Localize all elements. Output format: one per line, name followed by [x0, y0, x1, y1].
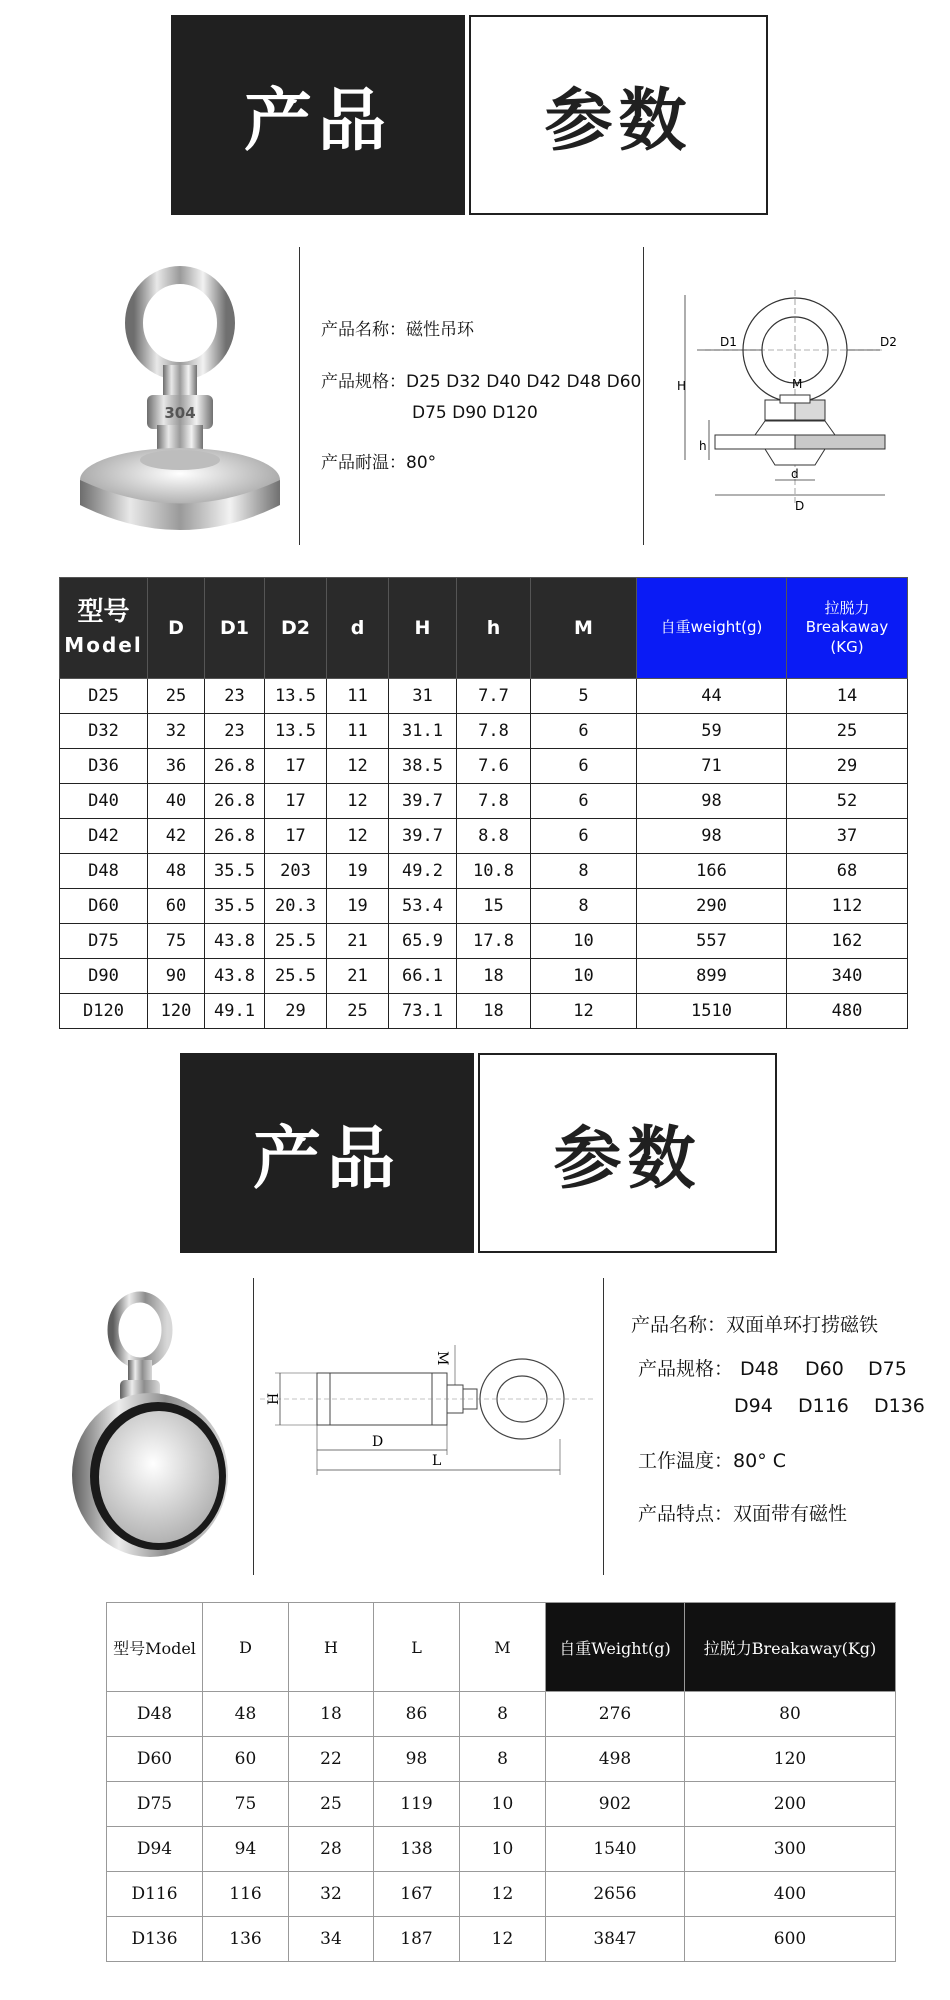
- table-row: [60, 924, 908, 959]
- product2-photo: [58, 1290, 228, 1560]
- cell: 86: [374, 1692, 460, 1737]
- cell: 18: [289, 1692, 374, 1737]
- cell: 600: [685, 1917, 896, 1962]
- cell: 59: [637, 714, 787, 749]
- cell: 5: [531, 679, 637, 714]
- table-row: [60, 959, 908, 994]
- cell: 200: [685, 1782, 896, 1827]
- table-row: [60, 679, 908, 714]
- dim-d1: D1: [720, 335, 737, 349]
- spec-item: D116: [798, 1395, 849, 1417]
- table-row: [60, 994, 908, 1029]
- divider-line: [253, 1278, 254, 1575]
- cell: 36: [148, 749, 205, 784]
- cell: 13.5: [265, 679, 327, 714]
- table-row: [107, 1917, 896, 1962]
- table2-body: [107, 1692, 896, 1962]
- th-h: H: [389, 578, 457, 679]
- th-l: L: [374, 1603, 460, 1692]
- cell: 167: [374, 1872, 460, 1917]
- cell: 98: [374, 1737, 460, 1782]
- spec-label: 产品规格：: [638, 1358, 734, 1380]
- th-m: M: [460, 1603, 546, 1692]
- cell: D32: [60, 714, 148, 749]
- th-d: D: [148, 578, 205, 679]
- cell: D90: [60, 959, 148, 994]
- temp-label: 产品耐温：: [321, 453, 406, 473]
- cell: 35.5: [205, 854, 265, 889]
- th-breakaway: [787, 578, 908, 679]
- cell: 73.1: [389, 994, 457, 1029]
- cell: 65.9: [389, 924, 457, 959]
- table1-body: [60, 679, 908, 1029]
- temp-value: 80°: [406, 453, 437, 473]
- cell: 557: [637, 924, 787, 959]
- cell: 98: [637, 819, 787, 854]
- cell: 2656: [546, 1872, 685, 1917]
- table-row: [60, 819, 908, 854]
- dim-d-small: d: [791, 467, 799, 481]
- cell: D75: [107, 1782, 203, 1827]
- cell: 166: [637, 854, 787, 889]
- cell: 22: [289, 1737, 374, 1782]
- temp-label: 工作温度：: [638, 1450, 734, 1472]
- cell: 276: [546, 1692, 685, 1737]
- cell: 10: [460, 1782, 546, 1827]
- cell: 1540: [546, 1827, 685, 1872]
- dim-h-small: h: [699, 439, 707, 453]
- product2-name: [631, 1314, 878, 1337]
- spec-line2: D75 D90 D120: [412, 403, 538, 423]
- cell: 48: [148, 854, 205, 889]
- spec-table-2: [106, 1602, 896, 1962]
- cell: 203: [265, 854, 327, 889]
- cell: 13.5: [265, 714, 327, 749]
- banner1-right: [469, 15, 768, 215]
- cell: 90: [148, 959, 205, 994]
- cell: 29: [787, 749, 908, 784]
- cell: 17: [265, 819, 327, 854]
- cell: 8: [531, 854, 637, 889]
- cell: 38.5: [389, 749, 457, 784]
- th-m: M: [531, 578, 637, 679]
- cell: D48: [60, 854, 148, 889]
- cell: 35.5: [205, 889, 265, 924]
- spec-table-1: [59, 577, 908, 1029]
- spec-item: D48: [740, 1358, 779, 1380]
- cell: 80: [685, 1692, 896, 1737]
- cell: 34: [289, 1917, 374, 1962]
- dim-d2: D2: [880, 335, 897, 349]
- cell: 120: [685, 1737, 896, 1782]
- table-row: [60, 749, 908, 784]
- cell: D75: [60, 924, 148, 959]
- cell: 6: [531, 749, 637, 784]
- cell: 25: [289, 1782, 374, 1827]
- banner1-left: [171, 15, 465, 215]
- dim-l: L: [432, 1453, 442, 1469]
- table-row: [107, 1692, 896, 1737]
- banner1-left-text: 产品: [243, 81, 392, 161]
- cell: 6: [531, 714, 637, 749]
- th-break-3: (KG): [830, 637, 864, 656]
- cell: 3847: [546, 1917, 685, 1962]
- cell: 119: [374, 1782, 460, 1827]
- cell: 498: [546, 1737, 685, 1782]
- cell: 25.5: [265, 924, 327, 959]
- cell: 71: [637, 749, 787, 784]
- cell: 25: [148, 679, 205, 714]
- divider-line: [299, 247, 300, 545]
- th-h: H: [289, 1603, 374, 1692]
- cell: 39.7: [389, 819, 457, 854]
- cell: 44: [637, 679, 787, 714]
- cell: D36: [60, 749, 148, 784]
- dim-m: M: [792, 377, 803, 391]
- cell: 32: [289, 1872, 374, 1917]
- cell: 31.1: [389, 714, 457, 749]
- cell: 98: [637, 784, 787, 819]
- table2-header-row: [107, 1603, 896, 1692]
- cell: 29: [265, 994, 327, 1029]
- table-row: [60, 889, 908, 924]
- name-value: 磁性吊环: [406, 320, 474, 340]
- spec-item: D75: [868, 1358, 907, 1380]
- cell: D136: [107, 1917, 203, 1962]
- cell: 12: [327, 784, 389, 819]
- cell: 8.8: [457, 819, 531, 854]
- product1-spec: [321, 372, 641, 392]
- cell: 12: [327, 819, 389, 854]
- cell: D120: [60, 994, 148, 1029]
- cell: 12: [460, 1872, 546, 1917]
- product1-spec2: [412, 403, 538, 423]
- dim-h: H: [266, 1392, 282, 1405]
- cell: 340: [787, 959, 908, 994]
- spec-item: D136: [874, 1395, 925, 1417]
- divider-line: [643, 247, 644, 545]
- dim-d-big: D: [795, 499, 805, 513]
- th-d-small: d: [327, 578, 389, 679]
- cell: 400: [685, 1872, 896, 1917]
- cell: 19: [327, 889, 389, 924]
- cell: 60: [148, 889, 205, 924]
- banner2-left-text: 产品: [252, 1119, 401, 1199]
- cell: 23: [205, 679, 265, 714]
- th-weight: 自重weight(g): [637, 578, 787, 679]
- table-row: [60, 714, 908, 749]
- table1-header-row: [60, 578, 908, 679]
- cell: 8: [460, 1737, 546, 1782]
- cell: 8: [531, 889, 637, 924]
- cell: 49.1: [205, 994, 265, 1029]
- product2-temp: [638, 1450, 786, 1473]
- cell: 43.8: [205, 924, 265, 959]
- cell: 7.8: [457, 784, 531, 819]
- cell: 26.8: [205, 749, 265, 784]
- cell: 32: [148, 714, 205, 749]
- th-model: [60, 578, 148, 679]
- dim-m: M: [434, 1351, 450, 1366]
- cell: 21: [327, 959, 389, 994]
- cell: 39.7: [389, 784, 457, 819]
- cell: 17: [265, 784, 327, 819]
- cell: 66.1: [389, 959, 457, 994]
- cell: 12: [460, 1917, 546, 1962]
- cell: 7.6: [457, 749, 531, 784]
- cell: 94: [203, 1827, 289, 1872]
- spec-line1: D25 D32 D40 D42 D48 D60: [406, 372, 642, 392]
- cell: 10: [531, 959, 637, 994]
- cell: 10: [460, 1827, 546, 1872]
- product2-spec: [638, 1358, 733, 1381]
- cell: 138: [374, 1827, 460, 1872]
- banner2-left: [180, 1053, 474, 1253]
- th-break-2: Breakaway: [805, 618, 889, 637]
- cell: D48: [107, 1692, 203, 1737]
- th-d: D: [203, 1603, 289, 1692]
- spec-item: D94: [734, 1395, 773, 1417]
- cell: 17.8: [457, 924, 531, 959]
- cell: 136: [203, 1917, 289, 1962]
- cell: 31: [389, 679, 457, 714]
- cell: 162: [787, 924, 908, 959]
- cell: 25: [327, 994, 389, 1029]
- cell: 17: [265, 749, 327, 784]
- cell: 48: [203, 1692, 289, 1737]
- cell: 12: [327, 749, 389, 784]
- cell: 1510: [637, 994, 787, 1029]
- cell: 25: [787, 714, 908, 749]
- cell: 300: [685, 1827, 896, 1872]
- cell: 52: [787, 784, 908, 819]
- cell: 28: [289, 1827, 374, 1872]
- banner1-right-text: 参数: [544, 81, 693, 161]
- cell: 26.8: [205, 819, 265, 854]
- cell: 21: [327, 924, 389, 959]
- name-label: 产品名称：: [631, 1314, 727, 1336]
- cell: 23: [205, 714, 265, 749]
- spec-label: 产品规格：: [321, 372, 406, 392]
- cell: 68: [787, 854, 908, 889]
- banner2-right-text: 参数: [553, 1119, 702, 1199]
- cell: D94: [107, 1827, 203, 1872]
- cell: 53.4: [389, 889, 457, 924]
- table-row: [107, 1737, 896, 1782]
- cell: 10: [531, 924, 637, 959]
- cell: 18: [457, 959, 531, 994]
- cell: D25: [60, 679, 148, 714]
- th-h-small: h: [457, 578, 531, 679]
- stamp-text: 304: [164, 404, 196, 422]
- product1-name: [321, 320, 474, 340]
- spec-item: D60: [805, 1358, 844, 1380]
- cell: 8: [460, 1692, 546, 1737]
- cell: 43.8: [205, 959, 265, 994]
- cell: 112: [787, 889, 908, 924]
- cell: 902: [546, 1782, 685, 1827]
- cell: 37: [787, 819, 908, 854]
- th-model: 型号Model: [107, 1603, 203, 1692]
- cell: 49.2: [389, 854, 457, 889]
- cell: 6: [531, 784, 637, 819]
- feature-label: 产品特点：: [638, 1503, 734, 1525]
- cell: 10.8: [457, 854, 531, 889]
- table-row: [107, 1872, 896, 1917]
- th-breakaway: 拉脱力Breakaway(Kg): [685, 1603, 896, 1692]
- th-model-en: Model: [64, 633, 143, 657]
- cell: 6: [531, 819, 637, 854]
- product2-feature: [638, 1503, 847, 1526]
- cell: 75: [203, 1782, 289, 1827]
- cell: 60: [203, 1737, 289, 1782]
- cell: 40: [148, 784, 205, 819]
- th-d1: D1: [205, 578, 265, 679]
- product1-temp: [321, 453, 436, 473]
- cell: 42: [148, 819, 205, 854]
- banner2-right: [478, 1053, 777, 1253]
- temp-value: 80° C: [733, 1450, 786, 1472]
- cell: D60: [107, 1737, 203, 1782]
- divider-line: [603, 1278, 604, 1575]
- dim-h-big: H: [677, 379, 687, 393]
- th-weight: 自重Weight(g): [546, 1603, 685, 1692]
- diagram1: [675, 290, 905, 525]
- cell: 899: [637, 959, 787, 994]
- cell: 116: [203, 1872, 289, 1917]
- cell: 26.8: [205, 784, 265, 819]
- cell: 120: [148, 994, 205, 1029]
- cell: 75: [148, 924, 205, 959]
- th-model-cn: 型号: [77, 596, 130, 627]
- cell: D40: [60, 784, 148, 819]
- table-row: [107, 1782, 896, 1827]
- th-d2: D2: [265, 578, 327, 679]
- th-break-1: 拉脱力: [824, 598, 870, 617]
- cell: 290: [637, 889, 787, 924]
- table-row: [60, 784, 908, 819]
- cell: 18: [457, 994, 531, 1029]
- name-value: 双面单环打捞磁铁: [726, 1314, 879, 1336]
- cell: 25.5: [265, 959, 327, 994]
- cell: 20.3: [265, 889, 327, 924]
- cell: 15: [457, 889, 531, 924]
- cell: 14: [787, 679, 908, 714]
- cell: 480: [787, 994, 908, 1029]
- table-row: [107, 1827, 896, 1872]
- cell: 187: [374, 1917, 460, 1962]
- cell: D42: [60, 819, 148, 854]
- cell: 7.7: [457, 679, 531, 714]
- table-row: [60, 854, 908, 889]
- cell: 11: [327, 714, 389, 749]
- product1-photo: [75, 265, 285, 545]
- cell: D60: [60, 889, 148, 924]
- cell: D116: [107, 1872, 203, 1917]
- diagram2: [260, 1305, 595, 1495]
- cell: 7.8: [457, 714, 531, 749]
- name-label: 产品名称：: [321, 320, 406, 340]
- feature-value: 双面带有磁性: [733, 1503, 848, 1525]
- cell: 11: [327, 679, 389, 714]
- cell: 19: [327, 854, 389, 889]
- cell: 12: [531, 994, 637, 1029]
- dim-d: D: [372, 1434, 384, 1450]
